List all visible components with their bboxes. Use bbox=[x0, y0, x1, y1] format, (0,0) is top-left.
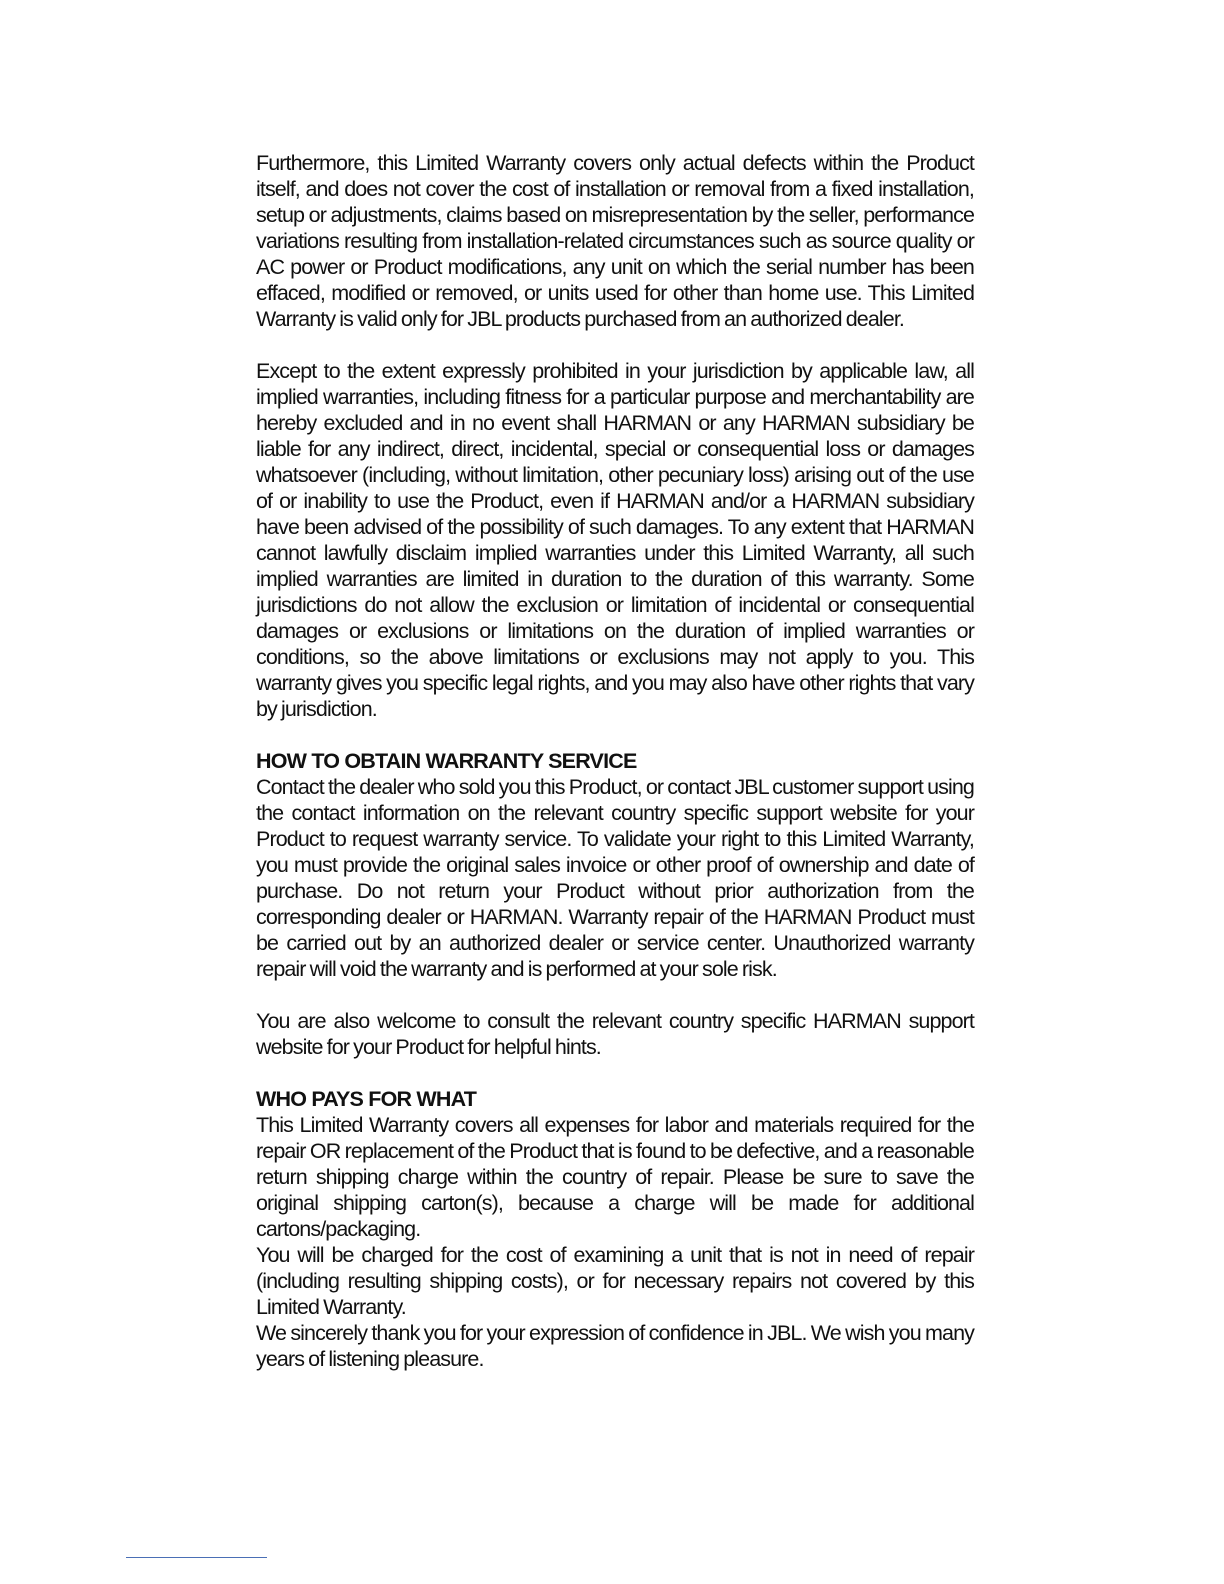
spacer bbox=[256, 982, 974, 1008]
heading-who-pays: WHO PAYS FOR WHAT bbox=[256, 1087, 477, 1111]
paragraph-examination-charge: You will be charged for the cost of examining a unit that is not in need of repair (including resulting shipping costs), or for necessary repairs not covered by this Limited Warranty. bbox=[256, 1243, 974, 1319]
spacer bbox=[256, 332, 974, 358]
paragraph-support-website: You are also welcome to consult the relevant country specific HARMAN support website for your Product for helpful hints. bbox=[256, 1009, 974, 1059]
spacer bbox=[256, 722, 974, 748]
paragraph-thank-you: We sincerely thank you for your expression of confidence in JBL. We wish you many years of listening pleasure. bbox=[256, 1321, 974, 1371]
paragraph-exclusions: Furthermore, this Limited Warranty covers only actual defects within the Product itself, and does not cover the cost of installation or removal from a fixed installation, setup or adjustments, claims based on misrepresentation by the seller, performance variations resulting from installation-related circumstances such as source quality or AC power or Product modifications, any unit on which the serial number has been effaced, modified or removed, or units used for other than home use. This Limited Warranty is valid only for JBL products purchased from an authorized dealer. bbox=[256, 151, 974, 331]
warranty-page-content bbox=[256, 150, 974, 1372]
heading-warranty-service: HOW TO OBTAIN WARRANTY SERVICE bbox=[256, 749, 637, 773]
paragraph-expenses: This Limited Warranty covers all expenses for labor and materials required for the repair OR replacement of the Product that is found to be defective, and a reasonable return shipping charge within the country of repair. Please be sure to save the original shipping carton(s), because a charge will be made for additional cartons/packaging. bbox=[256, 1113, 974, 1241]
spacer bbox=[256, 1060, 974, 1086]
paragraph-contact-dealer: Contact the dealer who sold you this Product, or contact JBL customer support using the contact information on the relevant country specific support website for your Product to request warranty service. To validate your right to this Limited Warranty, you must provide the original sales invoice or other proof of ownership and date of purchase. Do not return your Product without prior authorization from the corresponding dealer or HARMAN. Warranty repair of the HARMAN Product must be carried out by an authorized dealer or service center. Unauthorized warranty repair will void the warranty and is performed at your sole risk. bbox=[256, 775, 974, 981]
paragraph-implied-warranties: Except to the extent expressly prohibited in your jurisdiction by applicable law, all implied warranties, including fitness for a particular purpose and merchantability are hereby excluded and in no event shall HARMAN or any HARMAN subsidiary be liable for any indirect, direct, incidental, special or consequential loss or damages whatsoever (including, without limitation, other pecuniary loss) arising out of the use of or inability to use the Product, even if HARMAN and/or a HARMAN subsidiary have been advised of the possibility of such damages. To any extent that HARMAN cannot lawfully disclaim implied warranties under this Limited Warranty, all such implied warranties are limited in duration to the duration of this warranty. Some jurisdictions do not allow the exclusion or limitation of incidental or consequential damages or exclusions or limitations on the duration of implied warranties or conditions, so the above limitations or exclusions may not apply to you. This warranty gives you specific legal rights, and you may also have other rights that vary by jurisdiction. bbox=[256, 359, 974, 721]
footer-rule bbox=[126, 1557, 267, 1558]
